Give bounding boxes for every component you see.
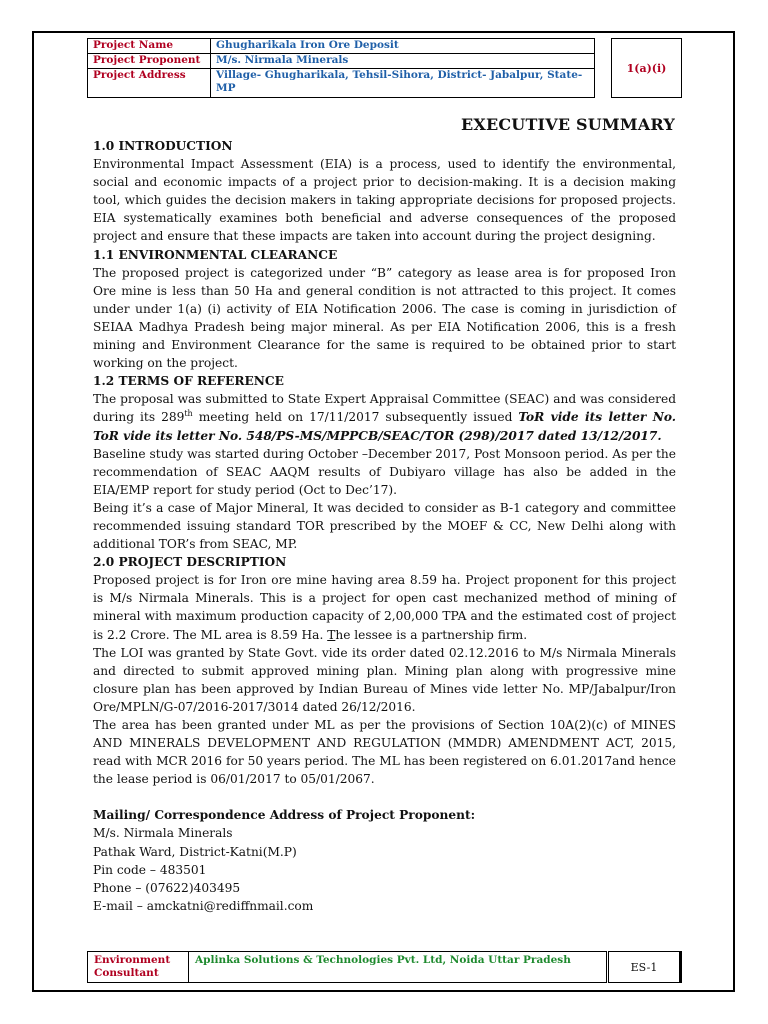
activity-code: 1(a)(i) (611, 38, 682, 98)
tor-reference: ToR vide its letter No. ToR vide its letter No. 548/PS-MS/MPPCB/SEAC/TOR (298)/2017 dated 13/12/2017. (93, 410, 676, 443)
address-line: Phone – (07622)403495 (93, 880, 241, 895)
section-heading: 1.1 ENVIRONMENTAL CLEARANCE (93, 247, 338, 262)
project-name-row (88, 39, 595, 54)
section-heading: 1.0 INTRODUCTION (93, 139, 233, 153)
project-name-value: Ghugharikala Iron Ore Deposit (211, 39, 595, 54)
page-number: ES-1 (608, 951, 682, 983)
project-address-value: Village- Ghugharikala, Tehsil-Sihora, District- Jabalpur, State-MP (211, 69, 595, 98)
document-body (93, 137, 676, 915)
project-proponent-row (88, 54, 595, 69)
address-line: Pathak Ward, District-Katni(M.P) (93, 844, 297, 859)
paragraph: Environmental Impact Assessment (EIA) is a process, used to identify the environmental, social and economic impacts of a project prior to decision-making. It is a decision making tool, which guides the decision makers in taking appropriate decisions for proposed projects. EIA systematically examines both beneficial and adverse consequences of the proposed project and ensure that these impacts are taken into account during the project designing. (93, 157, 676, 244)
document-title: EXECUTIVE SUMMARY (460, 115, 675, 134)
spacer (93, 788, 676, 806)
section-heading: 1.2 TERMS OF REFERENCE (93, 374, 284, 389)
superscript: th (184, 409, 193, 419)
text-run: he lessee is a partnership firm. (335, 627, 528, 642)
paragraph (93, 571, 676, 643)
project-proponent-value: M/s. Nirmala Minerals (211, 54, 595, 69)
project-proponent-label: Project Proponent (88, 54, 211, 69)
paragraph: Baseline study was started during October –December 2017, Post Monsoon period. As per the recommendation of SEAC AAQM results of Dubiyaro village has also be added in the EIA/EMP report for study period (Oct to Dec’17). (93, 446, 676, 497)
paragraph: The LOI was granted by State Govt. vide its order dated 02.12.2016 to M/s Nirmala Minerals and directed to submit approved mining plan. Mining plan along with progressive mine closure plan has been approved by Indian Bureau of Mines vide letter No. MP/Jabalpur/Iron Ore/MPLN/G-07/2016-2017/3014 dated 26/12/2016. (93, 645, 676, 714)
project-info-table (87, 38, 595, 98)
address-line: E-mail – amckatni@rediffnmail.com (93, 898, 314, 913)
project-address-label: Project Address (88, 69, 211, 98)
mailing-heading: Mailing/ Correspondence Address of Project Proponent: (93, 808, 476, 823)
text-run: The proposal was submitted to State Expert Appraisal Committee (SEAC) and was considered during its 289 (93, 392, 676, 425)
project-name-label: Project Name (88, 39, 211, 54)
section-heading: 2.0 PROJECT DESCRIPTION (93, 555, 287, 570)
text-run: meeting held on 17/11/2017 subsequently issued (192, 410, 519, 425)
address-line: Pin code – 483501 (93, 862, 207, 877)
consultant-name: Aplinka Solutions & Technologies Pvt. Ltd, Noida Uttar Pradesh (189, 952, 607, 983)
footer-table (87, 951, 607, 983)
paragraph: The proposed project is categorized under “B” category as lease area is for proposed Iron Ore mine is less than 50 Ha and general condition is not attracted to this project. It comes under under 1(a) (i) activity of EIA Notification 2006. The case is coming in jurisdiction of SEIAA Madhya Pradesh being major mineral. As per EIA Notification 2006, this is a fresh mining and Environment Clearance for the same is required to be obtained prior to start working on the project. (93, 265, 676, 371)
underlined-char: T (327, 627, 336, 642)
project-address-row (88, 69, 595, 98)
paragraph: The area has been granted under ML as per the provisions of Section 10A(2)(c) of MINES AND MINERALS DEVELOPMENT AND REGULATION (MMDR) AMENDMENT ACT, 2015, read with MCR 2016 for 50 years period. The ML has been registered on 6.01.2017and hence the lease period is 06/01/2017 to 05/01/2067. (93, 718, 676, 787)
address-line: M/s. Nirmala Minerals (93, 826, 233, 841)
text-run: Proposed project is for Iron ore mine having area 8.59 ha. Project proponent for this project is M/s Nirmala Minerals. This is a project for open cast mechanized method of mining of mineral with maximum production capacity of 2,00,000 TPA and the estimated cost of project is 2.2 Crore. The ML area is 8.59 Ha. (93, 573, 676, 642)
paragraph (93, 390, 676, 444)
paragraph: Being it’s a case of Major Mineral, It was decided to consider as B-1 category and committee recommended issuing standard TOR prescribed by the MOEF & CC, New Delhi along with additional TOR’s from SEAC, MP. (93, 500, 676, 552)
consultant-label: Environment Consultant (88, 952, 189, 983)
